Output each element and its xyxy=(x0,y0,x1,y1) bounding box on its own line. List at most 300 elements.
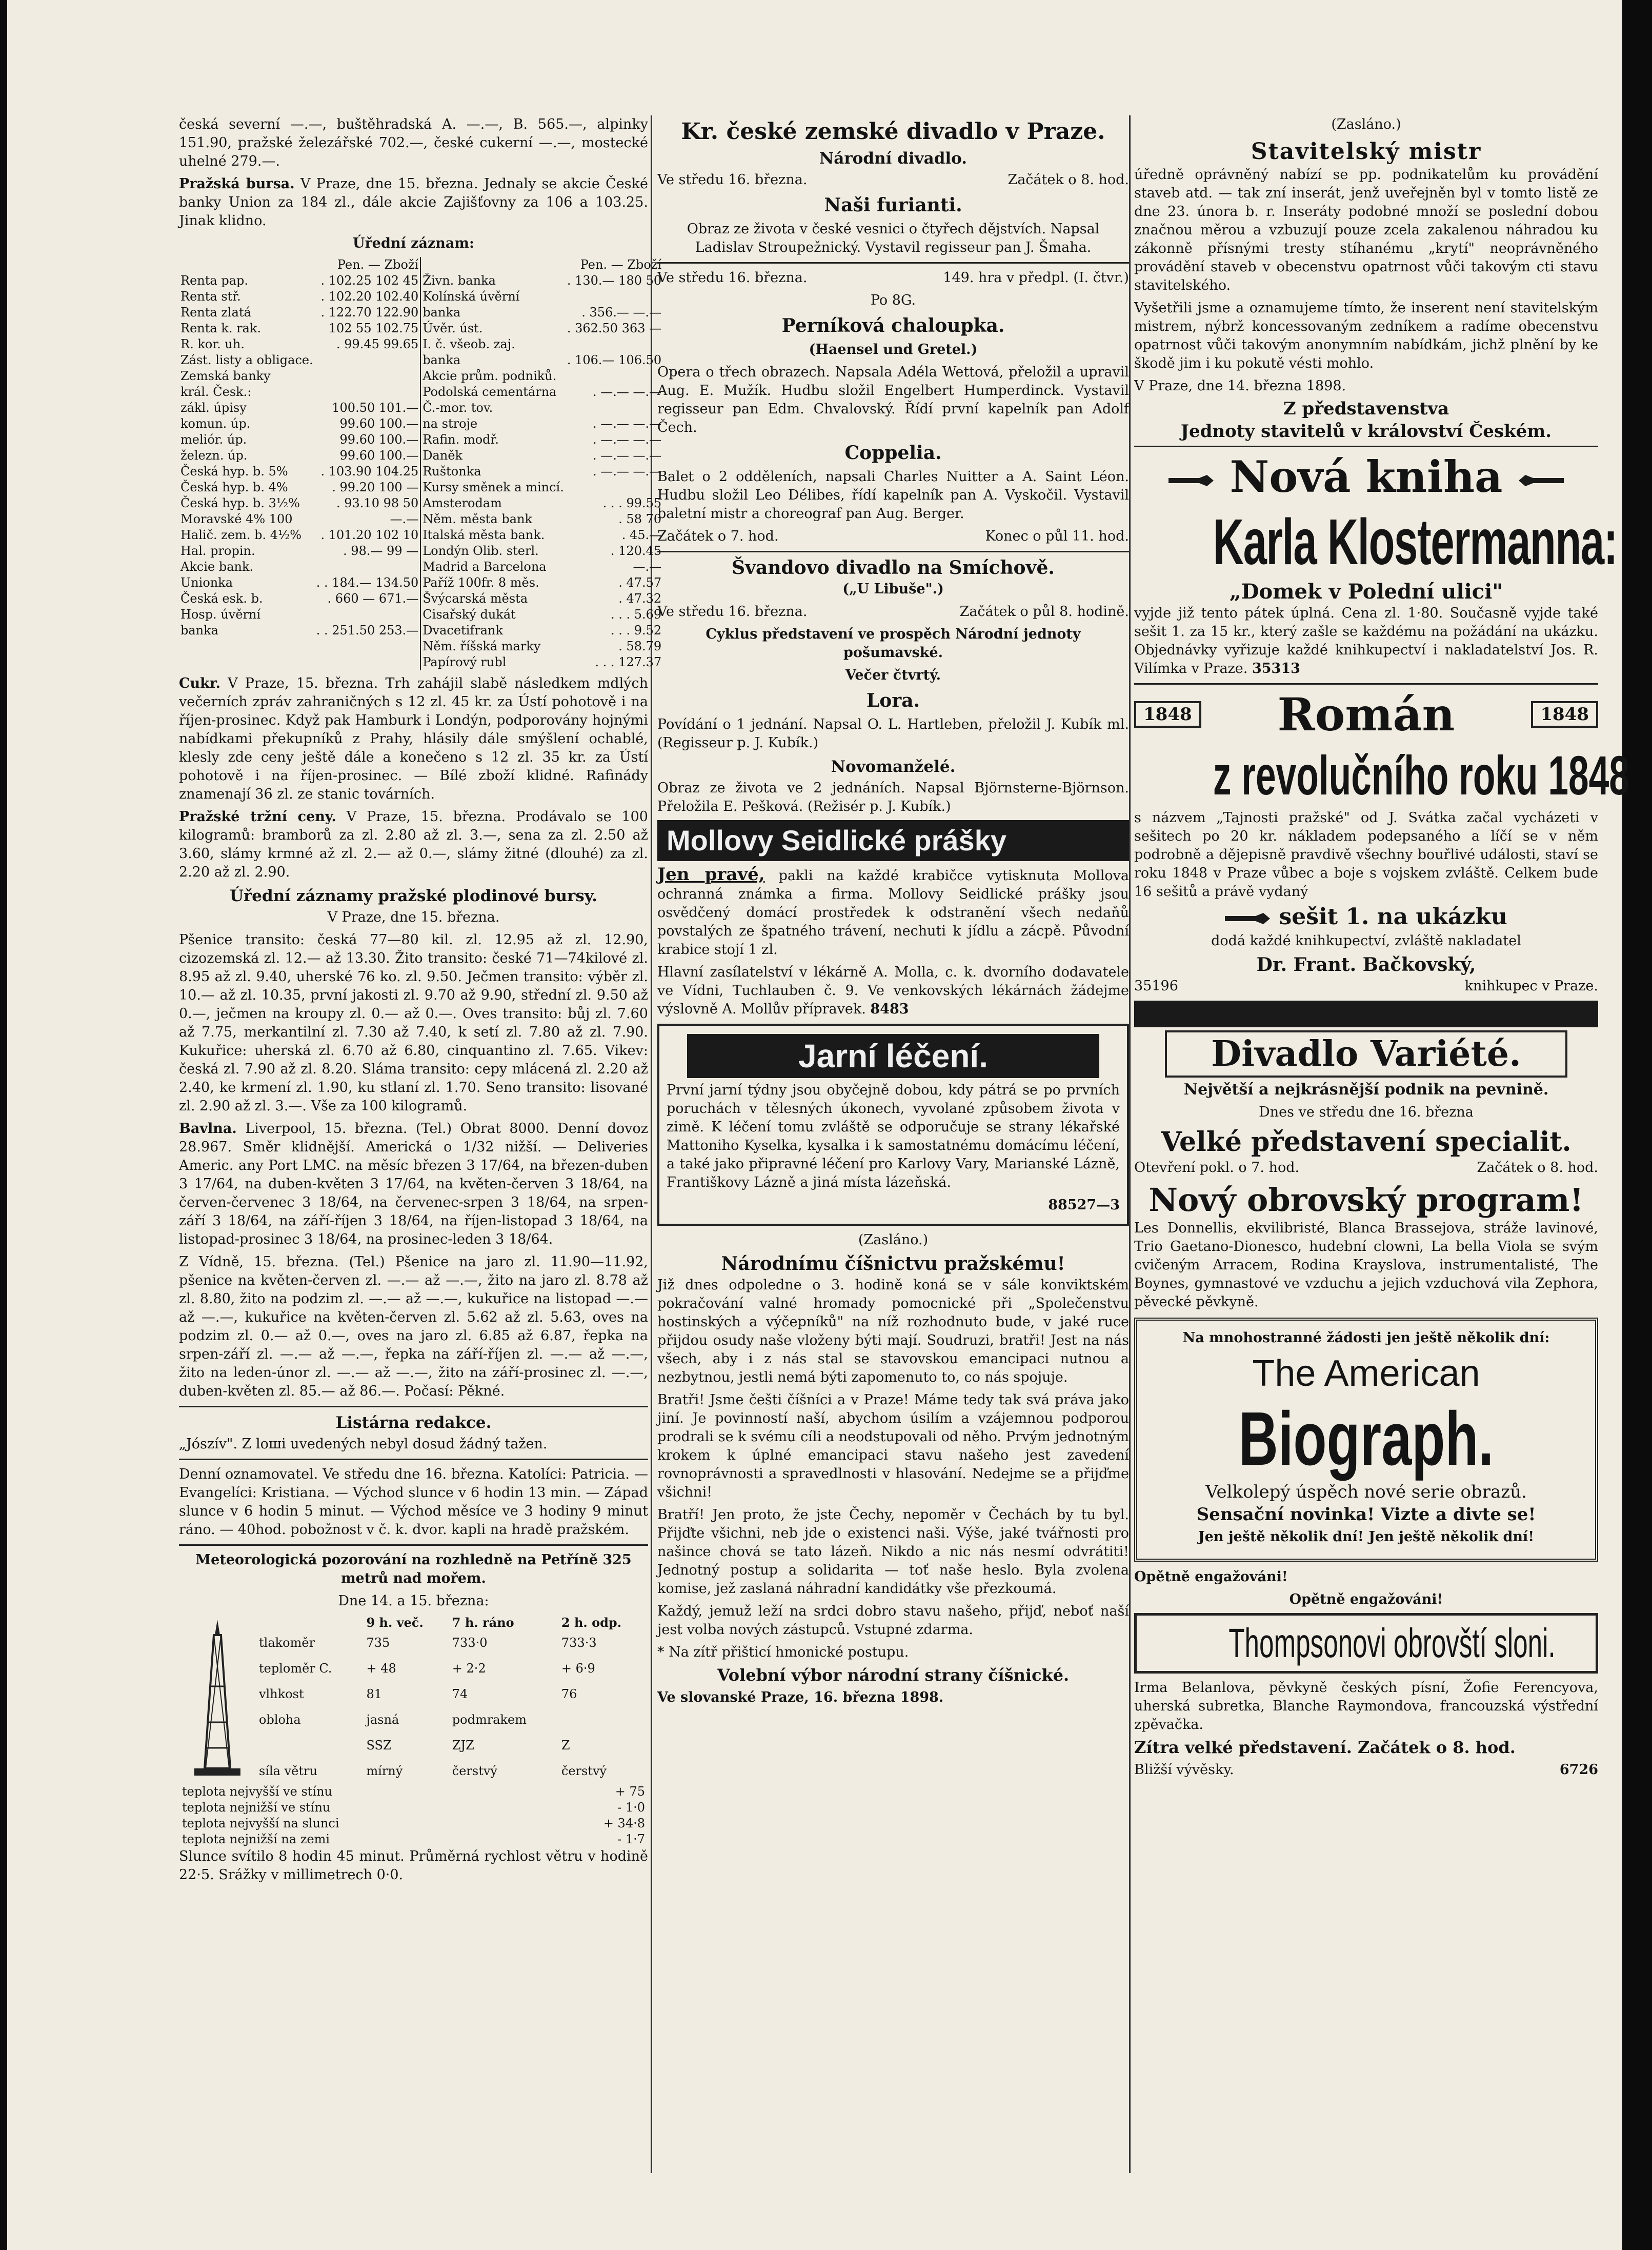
kurs-cell: . 122.70 122.90 xyxy=(320,305,419,320)
kurs-row xyxy=(179,448,663,464)
kurs-cell xyxy=(315,654,421,670)
kurs-cell: Renta pap. xyxy=(180,273,248,288)
kniha-text-paragraph xyxy=(1134,604,1598,678)
kurs-row xyxy=(179,336,663,352)
column-advertisements xyxy=(1134,115,1629,2173)
theatre-national-title: Kr. české zemské divadlo v Praze. xyxy=(681,118,1105,145)
kurs-row xyxy=(179,321,663,336)
denni-oznamovatel: Denní oznamovatel. Ve středu dne 16. března. Katolíci: Patricia. — Evangelíci: Kristiana. — Východ slunce v 6 hodin 13 min. — Západ slunce v 6 hodin 5 minut. — Východ měsíce ve 3 hodiny 9 minut ráno. — 40hod. pobožnost v č. k. dvor. kapli na hradě pražském. xyxy=(179,1466,648,1538)
backovsky: Dr. Frant. Bačkovský, xyxy=(1256,954,1476,975)
kurs-cell: . 102.25 102 45 xyxy=(320,273,419,288)
play1-title: Naši furianti. xyxy=(824,194,962,216)
kurs-cell: . 45.— xyxy=(621,528,662,542)
seidl-num: 8483 xyxy=(870,1001,909,1017)
nova-kniha-text: Nová kniha xyxy=(1230,451,1503,502)
sesit-sub: dodá každé knihkupectví, zvláště nakladatel xyxy=(1211,933,1521,949)
kurs-cell: Č.-mor. tov. xyxy=(420,400,566,416)
kurs-cell: . 101.20 102 10 xyxy=(320,528,419,542)
kurs-cell: . 99.45 99.65 xyxy=(336,337,419,351)
play3-title: Coppelia. xyxy=(844,442,942,464)
kurs-cell: Londýn Olib. sterl. xyxy=(420,543,566,559)
kurs-cell: . 47.57 xyxy=(618,575,662,590)
divider xyxy=(179,1544,648,1546)
meteo-extra-cell: teplota nejvyšší na slunci xyxy=(182,1816,339,1830)
kurs-cell: na stroje xyxy=(420,416,566,432)
play3-times xyxy=(657,527,1129,546)
t2-info xyxy=(657,603,1129,621)
seidl-banner: Mollovy Seidlické prášky xyxy=(657,820,1129,861)
play2-sub: (Haensel und Gretel.) xyxy=(809,342,978,357)
trzni-paragraph xyxy=(179,808,648,882)
kurs-cell: banka xyxy=(420,352,566,368)
zaslano-label: (Zasláno.) xyxy=(858,1232,929,1248)
meteo-extra-table xyxy=(179,1784,648,1847)
vybor-place: Ve slovanské Praze, 16. března 1898. xyxy=(657,1689,944,1705)
meteo-cell xyxy=(256,1733,364,1758)
kniha-num: 35313 xyxy=(1252,661,1300,676)
play3-start: Začátek o 7. hod. xyxy=(657,528,779,544)
play1-time: Začátek o 8. hod. xyxy=(1008,172,1129,188)
kurs-cell: Amsterodam xyxy=(420,495,566,511)
urad-heading: Úřední záznam: xyxy=(353,235,474,251)
kurs-cell: Česká hyp. b. 5% xyxy=(180,464,288,479)
kurs-cell: Švýcarská města xyxy=(420,591,566,607)
kurs-cell: . 58.79 xyxy=(618,639,662,653)
theatre-svanda-title: Švandovo divadlo na Smíchově. xyxy=(732,557,1055,579)
kurs-header-row xyxy=(179,257,663,273)
kurs-cell: . . . 99.55 xyxy=(602,496,662,510)
meteo-extra-cell: + 75 xyxy=(615,1784,645,1799)
kurs-row xyxy=(179,432,663,448)
kurs-cell: Renta k. rak. xyxy=(180,321,261,335)
cukr-text: V Praze, 15. března. Trh zahájil slabě následkem mdlých večerních zpráv zahraničných s 12 zl. 45 kr. za Ústí pohotově i na říjen-prosinec. Když pak Hamburk i Londýn, podporovány hojnými nabídkami překupníků z Prahy, hlásily dále smýšlení ochablé, klesly zde ceny ještě dále a konečeno s 12 zl. 35 kr. za Ústí pohotově i na říjen-prosinec. — Bílé zboží klidné. Rafinády znamenají 36 zl. ze stanic továrních. xyxy=(179,675,648,802)
kurs-cell: Zást. listy a obligace. xyxy=(180,353,313,367)
meteo-heading: Meteorologická pozorování na rozhledně na Petříně 325 metrů nad mořem. xyxy=(195,1552,632,1586)
meteo-cell: podmrakem xyxy=(452,1712,527,1727)
kurs-cell: 99.60 100.— xyxy=(339,416,419,431)
kurs-row xyxy=(179,273,663,289)
kurs-cell: Paříž 100fr. 8 měs. xyxy=(420,575,566,591)
kurs-cell: Cisařský dukát xyxy=(420,607,566,623)
meteo-cell: mírný xyxy=(366,1763,403,1778)
kurs-cell: Něm. říšská marky xyxy=(420,639,566,654)
kurs-cell xyxy=(315,368,421,384)
cukr-paragraph xyxy=(179,674,648,804)
bursa-text: V Praze, dne 15. března. Jednaly se akcie České banky Union za 184 zl., dále akcie Zajišťovny za 106 a 103.25. Jinak klidno. xyxy=(179,176,648,229)
play1-info xyxy=(657,171,1129,189)
meteo-cell xyxy=(558,1707,648,1733)
kurs-cell: banka xyxy=(420,305,566,321)
kurs-cell: Česká hyp. b. 4% xyxy=(180,480,288,494)
kurs-cell xyxy=(179,639,315,654)
meteo-row xyxy=(256,1682,648,1707)
meteo-extra-row xyxy=(179,1784,648,1800)
meteo-row xyxy=(256,1630,648,1656)
seidl-sklad-paragraph xyxy=(657,963,1129,1019)
kurs-cell: . 660 — 671.— xyxy=(327,591,419,606)
meteo-cell: vlhkost xyxy=(259,1687,304,1702)
opetne-line xyxy=(1134,1568,1598,1586)
petrin-tower-illustration xyxy=(179,1615,256,1784)
kniha-text: vyjde již tento pátek úplná. Cena zl. 1·80. Současně vyjde také sešit 1. za 15 kr., který zašle se každému na požádání na ukázku. Objednávky vyřizuje každé knihkupectví i nakladatelství Jos. R. Vilímka v Praze. xyxy=(1134,605,1598,676)
kurs-cell: R. kor. uh. xyxy=(180,337,245,351)
kurs-cell: Zemská banky xyxy=(180,369,271,383)
meteo-cell: 74 xyxy=(452,1687,468,1702)
meteo-row xyxy=(256,1707,648,1733)
seidl-lead: Jen pravé, xyxy=(657,864,765,885)
kurs-row xyxy=(179,527,663,543)
theatre-national-sub: Národní divadlo. xyxy=(819,149,968,168)
kurs-cell: banka xyxy=(180,623,218,638)
meteo-extra-cell: teplota nejnižší ve stínu xyxy=(182,1800,331,1815)
blizsi-line xyxy=(1134,1761,1598,1779)
oteven-line xyxy=(1134,1159,1598,1177)
variete-band xyxy=(1134,1001,1598,1027)
jen-jeste: Jen ještě několik dní! Jen ještě několik dní! xyxy=(1198,1529,1535,1545)
kurs-cell: . —.— —.— xyxy=(593,385,662,399)
bavlna-text: Liverpool, 15. března. (Tel.) Obrat 8000. Denní dovoz 28.967. Směr klidnější. Americká o 1/32 nižší. — Deliveries Americ. any Port LMC. na měsíc březen 3 17/64, na březen-duben 3 17/64, na duben-květen 3 17/64, na květen-červen 3 18/64, na červen-červenec 3 18/64, na červenec-srpen 3 18/64, na srpen-září 3 18/64, na září-říjen 3 18/64, na říjen-listopad 3 18/64, na listopad-prosinec 3 18/64, na prosinec-leden 3 18/64. xyxy=(179,1121,648,1247)
kurs-cell: . 93.10 98 50 xyxy=(336,496,419,510)
roman-text: s názvem „Tajnosti pražské" od J. Svátka začal vycházeti v sešitech po 20 kr. nákladem podepsaného a líčí se v něm podrobně a dějepisně pravdivě všechny bouřlivé události, staví se roku 1848 v Praze vůbec a boje s vojskem zvláště. Celkem bude 16 sešitů a právě vydaný xyxy=(1134,810,1598,900)
meteo-cell: čerstvý xyxy=(452,1763,497,1778)
kurs-row xyxy=(179,511,663,527)
meteo-cell: + 6·9 xyxy=(561,1661,595,1676)
kurs-cell xyxy=(566,480,663,495)
kurs-cell: . 58 70 xyxy=(618,512,662,526)
kurs-cell xyxy=(566,400,663,416)
meteo-row xyxy=(256,1656,648,1682)
meteo-block xyxy=(179,1615,648,1784)
listarna-text: „Jószív". Z loші uvedených nebyl dosud žádný tažen. xyxy=(179,1436,548,1452)
divider xyxy=(179,1406,648,1407)
kurs-cell: Italská města bank. xyxy=(420,527,566,543)
kurs-cell: . . 251.50 253.— xyxy=(316,623,419,638)
kurs-row xyxy=(179,543,663,559)
kurs-cell: . 106.— 106.50 xyxy=(567,353,662,367)
t2-novo-desc: Obraz ze života ve 2 jednáních. Napsal Björnsterne-Björnson. Přeložila E. Pešková. (Režisér p. J. Kubík.) xyxy=(657,780,1129,814)
kurs-table xyxy=(179,257,663,670)
nova-kniha-heading xyxy=(1134,452,1598,502)
kurs-cell: I. č. všeob. zaj. xyxy=(420,336,566,352)
kurs-row xyxy=(179,480,663,495)
kurs-cell xyxy=(566,289,663,305)
roman-header xyxy=(1134,690,1598,739)
kurs-cell: . 47.32 xyxy=(618,591,662,606)
column-theatre xyxy=(657,115,1129,2173)
cisnici-heading: Národnímu číšnictvu pražskému! xyxy=(721,1253,1065,1275)
play2-date: Ve středu 16. března. xyxy=(657,270,808,286)
kurs-cell: 102 55 102.75 xyxy=(328,321,419,335)
stavitel-text: úředně oprávněný nabízí se pp. podnikatelům ku provádění staveb atd. — tak zní inserát, jenž uveřejněn byl v tomto listě ze dne 23. února b. r. Inseráty podobné množí se poslední dobou značnou měrou a vzbuzují pouze zcela zakalenou náhradou ku zákonně přísnými tresty stíhanému „krytí" neoprávněného provádění staveb v obecenstvu opatrnost vůči takovým cti stavu stavitelského. xyxy=(1134,167,1598,293)
kurs-cell: Ruštonka xyxy=(420,464,566,480)
kurs-cell: Dvacetifrank xyxy=(420,623,566,639)
zaslano-label-2: (Zasláno.) xyxy=(1331,116,1401,132)
year-box-left: 1848 xyxy=(1134,701,1201,728)
t2-time: Začátek o půl 8. hodině. xyxy=(959,604,1129,620)
kurs-cell: . 103.90 104.25 xyxy=(320,464,419,479)
bavlna-heading: Bavlna. xyxy=(179,1121,237,1137)
play1-desc: Obraz ze života v české vesnici o čtyřech dějstvích. Napsal Ladislav Stroupežnický. Vystavil regisseur pan J. Šmaha. xyxy=(687,221,1100,255)
t2-lora: Lora. xyxy=(866,690,920,711)
kurs-row xyxy=(179,352,663,368)
meteo-cell: 76 xyxy=(561,1687,577,1702)
thompson-title: Thompsonovi obrovští sloni. xyxy=(1228,1620,1556,1666)
kurs-cell: . 102.20 102.40 xyxy=(320,289,419,304)
meteo-cell: obloha xyxy=(259,1712,301,1727)
divider xyxy=(657,262,1129,264)
divider xyxy=(1134,683,1598,685)
kurs-cell: Kolínská úvěrní xyxy=(420,289,566,305)
play2-title: Perníková chaloupka. xyxy=(781,315,1005,336)
stavitel-title: Stavitelský mistr xyxy=(1251,138,1482,165)
kurs-cell: . 99.20 100 — xyxy=(332,480,419,494)
kurs-cell xyxy=(566,336,663,352)
meteo-header-row xyxy=(256,1615,648,1630)
kurs-cell: 100.50 101.— xyxy=(332,401,419,415)
kurs-cell: zákl. úpisy xyxy=(180,401,247,415)
kurs-cell: Madrid a Barcelona xyxy=(420,559,566,575)
meteo-cell: Z xyxy=(561,1738,570,1753)
play3-desc: Balet o 2 odděleních, napsali Charles Nuitter a A. Saint Léon. Hudbu složil Leo Délibes, řídí kapelník pan A. Vyskočil. Vystavil baletní mistr a choreograf pan Aug. Berger. xyxy=(657,469,1129,522)
irma-text: Irma Belanlova, pěvkyně českých písní, Žofie Ferencyova, uherská subretka, Blanche Raymondova, francouzská výstřední zpěvačka. xyxy=(1134,1680,1598,1733)
meteo-row xyxy=(256,1758,648,1784)
backovsky-place: knihkupec v Praze. xyxy=(1464,978,1598,994)
meteo-cell: ZJZ xyxy=(452,1738,474,1753)
sensacni: Sensační novinka! Vizte a divte se! xyxy=(1196,1504,1536,1525)
kurs-cell: . 130.— 180 50 xyxy=(567,273,662,288)
vybor-sign: Volební výbor národní strany číšnické. xyxy=(717,1665,1070,1685)
kurs-cell xyxy=(315,607,421,623)
t2-lora-desc: Povídání o 1 jednání. Napsal O. L. Hartleben, přeložil J. Kubík ml. (Regisseur p. J. Kubík.) xyxy=(657,716,1129,751)
kurs-cell: . —.— —.— xyxy=(593,416,662,431)
play2-desc: Opera o třech obrazech. Napsala Adéla Wettová, přeložil a upravil Aug. E. Mužík. Hudbu složil Engelbert Humperdinck. Vystavil regisseur pan Edm. Chvalovský. Řídí první kapelník pan Adolf Čech. xyxy=(657,364,1129,435)
kurs-cell: . . . 5.69 xyxy=(610,607,662,622)
stavitel-sign2: Jednoty stavitelů v království Českém. xyxy=(1180,421,1552,442)
pointing-hand-icon xyxy=(1518,473,1564,488)
play3-end: Konec o půl 11. hod. xyxy=(985,528,1129,544)
cisnici-text3: Bratří! Jen proto, že jste Čechy, nepoměr v Čechách by tu byl. Přijďte všichni, neb jde o existenci naši. Výše, jaké tvářnosti pro našince chová se tato lázeň. Nikdo a nic nás nesmí odvrátiti! Jednotný postup a solidarita — toť naše heslo. Byla zvolena komise, jež zaslaná náhradní kandidátky vše přezkoumá. xyxy=(657,1507,1129,1597)
thompson-box xyxy=(1134,1613,1598,1674)
meteo-cell: 733·3 xyxy=(561,1636,597,1650)
bursa-paragraph xyxy=(179,175,648,230)
kurs-cell: Česká hyp. b. 3½% xyxy=(180,496,300,510)
kurs-cell: král. Česk.: xyxy=(180,385,252,399)
t2-date: Ve středu 16. března. xyxy=(657,604,808,620)
program-text: Les Donnellis, ekvilibristé, Blanca Brassejova, stráže lavinové, Trio Gaetano-Dionesco, hudební clowni, La bella Viola se svým cvičeným Arracem, Rodina Krayslova, instrumentalisté, The Boynes, gymnastové ve vzduchu a jejich vzduchová vila Zephora, pěvecké pěvkyně. xyxy=(1134,1220,1598,1310)
kurs-cell: 99.60 100.— xyxy=(339,432,419,447)
meteo-cell: čerstvý xyxy=(561,1763,607,1778)
kurs-cell: Daněk xyxy=(420,448,566,464)
play2-po: Po 8G. xyxy=(870,292,916,308)
cisnici-note: * Na zítř přišticí hmonické postupu. xyxy=(657,1644,909,1660)
kurs-cell: . . . 127.37 xyxy=(595,655,662,669)
kurs-row xyxy=(179,416,663,432)
t2-cyklus: Cyklus představení ve prospěch Národní jednoty pošumavské. xyxy=(706,626,1081,661)
theatre-svanda-sub: („U Libuše".) xyxy=(842,581,944,597)
kurs-cell: . 362.50 363 — xyxy=(567,321,662,335)
meteo-cell: tlakoměr xyxy=(259,1636,315,1650)
jarni-title: Jarní léčení. xyxy=(687,1034,1099,1078)
meteo-extra-cell: - 1·0 xyxy=(617,1800,645,1815)
meteo-tail: Slunce svítilo 8 hodin 45 minut. Průměrná rychlost větru v hodině 22·5. Srážky v millimetrech 0·0. xyxy=(179,1848,648,1883)
cisnici-text4: Každý, jemuž leží na srdci dobro stavu našeho, přijď, neboť naší jest volba nových zástupců. Vstupné zdarma. xyxy=(657,1603,1129,1638)
seidl-text-paragraph xyxy=(657,865,1129,959)
kurs-cell: Kursy směnek a mincí. xyxy=(420,480,566,495)
bavlna-paragraph xyxy=(179,1120,648,1249)
meteo-extra-row xyxy=(179,1816,648,1831)
pointing-hand-icon xyxy=(1169,473,1215,488)
meteo-extra-row xyxy=(179,1831,648,1847)
plodiny-heading: Úřední záznamy pražské plodinové bursy. xyxy=(229,887,598,905)
plodiny-text: Pšenice transito: česká 77—80 kil. zl. 12.95 až zl. 12.90, cizozemská zl. 12.— až 13.30. Žito transito: české 71—74kilové zl. 8.95 až zl. 9.40, uherské 76 ko. zl. 9.50. Ječmen transito: výběr zl. 10.— až zl. 10.35, první jakosti zl. 9.70 až 9.90, střední zl. 9.50 až 0.—, ječmen na kroupy zl. 0.— až 0.—. Oves transito: bůj zl. 7.60 až 7.75, merkantilní zl. 7.30 až 7.40, k setí zl. 7.80 až zl. 7.90. Kukuřice: uherská zl. 6.70 až 6.80, cinquantino zl. 7.65. Vikev: česká zl. 7.90 až zl. 8.20. Sláma transito: cepy mlácená zl. 2.20 až 2.40, ke krmení zl. 1.90, ku stlaní zl. 1.70. Seno transito: lisované zl. 2.90 až zl. 3.—. Vše za 100 kilogramů. xyxy=(179,932,648,1114)
meteo-extra-cell: + 34·8 xyxy=(603,1816,645,1830)
kurs-cell: Unionka xyxy=(180,575,233,590)
sesit-text: sešit 1. na ukázku xyxy=(1279,904,1507,930)
kurs-cell: . —.— —.— xyxy=(593,448,662,463)
listarna-heading: Listárna redakce. xyxy=(335,1413,492,1432)
kurs-cell: Akcie bank. xyxy=(180,560,254,574)
meteo-cell: SSZ xyxy=(366,1738,392,1753)
meteo-col-header: 7 h. ráno xyxy=(452,1615,514,1630)
kurs-row xyxy=(179,591,663,607)
meteo-cell: jasná xyxy=(366,1712,399,1727)
meteo-extra-row xyxy=(179,1800,648,1816)
stavitel-text2: Vyšetřili jsme a oznamujeme tímto, že inserent není stavitelským mistrem, nýbrž koncessovaným zedníkem a radíme obecenstvu opatrnost vůči takovým anonymním nabídkám, jichž plnění by ke škodě jim i ku pokutě vésti mohlo. xyxy=(1134,300,1598,371)
meteo-cell: + 2·2 xyxy=(452,1661,486,1676)
roman-title: Román xyxy=(1277,688,1455,741)
kurs-row xyxy=(179,368,663,384)
kurs-cell: Moravské 4% 100 xyxy=(180,512,293,526)
kurs-row xyxy=(179,289,663,305)
meteo-cell: + 48 xyxy=(366,1661,396,1676)
seidl-text: pakli na každé krabičce vytisknuta Mollova ochranná známka a firma. Mollovy Seidlické prášky jsou osvědčený domácí prostředek k odstranění všech nedaňů povstalých ze špatného trávení, nechuti k jídlu a zácpě. Původní krabice stojí 1 zl. xyxy=(657,868,1130,958)
american-intro: Na mnohostranné žádosti jen ještě několik dní: xyxy=(1182,1330,1550,1346)
play1-date: Ve středu 16. března. xyxy=(657,172,808,188)
vidne-paragraph: Z Vídně, 15. března. (Tel.) Pšenice na jaro zl. 11.90—11.92, pšenice na květen-červen zl. —.— až —.—, žito na jaro zl. 8.78 až zl. 8.80, žito na podzim zl. —.— až —.—, kukuřice na listopad —.— až —.—, kukuřice na květen-červen zl. 5.62 až zl. 5.63, oves na podzim zl. 0.— až 0.—, oves na jaro zl. 6.85 až 6.87, řepka na srpen-září zl. —.— až —.—, řepka na září-říjen zl. —.— až —.—, žito na leden-únor zl. —.— až —.—, žito na září-prosinec zl. —.—, duben-květen zl. 85.— až 86.—. Počasí: Pěkné. xyxy=(179,1254,648,1399)
divider xyxy=(657,551,1129,552)
kurs-row xyxy=(179,464,663,480)
kurs-cell: Úvěr. úst. xyxy=(420,321,566,336)
play2-meta: 149. hra v předpl. (I. čtvr.) xyxy=(943,270,1129,286)
meteo-row xyxy=(256,1733,648,1758)
velke-predstaveni: Velké představení specialit. xyxy=(1161,1126,1572,1158)
kurs-cell: Renta stř. xyxy=(180,289,241,304)
zitra: Zítra velké představení. Začátek o 8. hod. xyxy=(1134,1738,1516,1757)
kurs-cell: Něm. města bank xyxy=(420,511,566,527)
meteo-extra-cell: teplota nejvyšší ve stínu xyxy=(182,1784,333,1799)
opetne2: Opětně engažováni! xyxy=(1289,1591,1443,1607)
backovsky-line xyxy=(1134,977,1598,995)
petrin-tower-icon xyxy=(179,1615,256,1784)
american-title: The American xyxy=(1252,1353,1480,1394)
kurs-cell: železn. úp. xyxy=(180,448,248,463)
kurs-cell xyxy=(315,384,421,400)
kurs-header-spacer xyxy=(179,257,315,273)
blizsi-num: 6726 xyxy=(1559,1762,1598,1778)
jarni-ad xyxy=(657,1024,1129,1226)
variete-date: Dnes ve středu dne 16. března xyxy=(1259,1104,1474,1120)
kurs-cell: . . 184.— 134.50 xyxy=(316,575,419,590)
biograph-title: Biograph. xyxy=(1238,1397,1494,1481)
american-biograph-box xyxy=(1134,1318,1598,1562)
pointing-hand-icon xyxy=(1225,911,1271,926)
plodiny-date: V Praze, dne 15. března. xyxy=(327,909,500,925)
kurs-row xyxy=(179,384,663,400)
kurs-row xyxy=(179,623,663,639)
kurs-cell: . —.— —.— xyxy=(593,432,662,447)
meteo-extra-cell: teplota nejnižší na zemi xyxy=(182,1832,330,1846)
newspaper-page xyxy=(7,0,1629,2250)
kurs-cell: Rafin. modř. xyxy=(420,432,566,448)
jarni-num: 88527—3 xyxy=(1048,1197,1120,1213)
variete-title: Divadlo Variété. xyxy=(1165,1030,1567,1078)
trzni-heading: Pražské tržní ceny. xyxy=(179,809,336,825)
cukr-heading: Cukr. xyxy=(179,675,220,691)
kurs-cell: Hosp. úvěrní xyxy=(180,607,261,622)
kurs-header-cell: Pen. — Zboží xyxy=(337,257,419,272)
bursa-heading: Pražská bursa. xyxy=(179,176,295,192)
kurs-cell: —.— xyxy=(633,560,662,574)
backovsky-num: 35196 xyxy=(1134,978,1178,994)
stavitel-date: V Praze, dne 14. března 1898. xyxy=(1134,378,1346,394)
t2-novo: Novomanželé. xyxy=(831,758,956,776)
meteo-cell: 81 xyxy=(366,1687,382,1702)
oteven: Otevření pokl. o 7. hod. xyxy=(1134,1160,1300,1176)
stavitel-sign1: Z představenstva xyxy=(1283,399,1449,419)
kurs-cell xyxy=(566,368,663,384)
kurs-header-cell: Pen. — Zboží xyxy=(580,257,662,272)
kurs-cell xyxy=(315,559,421,575)
kurs-cell: Živn. banka xyxy=(420,273,566,289)
meteo-cell: 735 xyxy=(366,1636,390,1650)
column-market-reports xyxy=(179,115,662,2173)
year-box-right: 1848 xyxy=(1531,701,1598,728)
opetne1: Opětně engažováni! xyxy=(1134,1569,1288,1585)
kurs-cell: . 98.— 99 — xyxy=(343,544,419,558)
meteo-cell: teploměr C. xyxy=(259,1661,332,1676)
kurs-cell: Papírový rubl xyxy=(420,654,566,670)
divider xyxy=(1134,446,1598,447)
meteo-table xyxy=(256,1615,648,1784)
kurs-row xyxy=(179,559,663,575)
seidl-sklad: Hlavní zasílatelství v lékárně A. Molla, c. k. dvorního dodavatele ve Vídni, Tuchlauben č. 9. Ve venkovských lékárnách žádejme výslovně A. Mollův přípravek. xyxy=(657,964,1129,1017)
meteo-col-header: 9 h. več. xyxy=(366,1615,424,1630)
meteo-col-header: 2 h. odp. xyxy=(561,1615,622,1630)
play2-info xyxy=(657,269,1129,287)
cisnici-text: Již dnes odpoledne o 3. hodině koná se v sále konviktském pokračování valné hromady pomocnické při „Společenstvu hostinských a výčepníků" na níž rozhodnuto bude, v jaké ruce přijdou osudy naše vloženy býti mají. Soudruzi, bratři! Jest na nás všech, aby i z nás stal se stavovskou emancipaci nutnou a nezbytnou, jestli nemá býti zapomenuto to, co nás spojuje. xyxy=(657,1277,1129,1385)
trzni-text: V Praze, 15. března. Prodávalo se 100 kilogramů: bramborů za zl. 2.80 až zl. 3.—, sena za zl. 2.50 až 3.60, slámy krmné až zl. 2.— až 0.—, slámy žitné (dlouhé) za zl. 2.20 až zl. 2.90. xyxy=(179,809,648,880)
velkolepy: Velkolepý úspěch nové serie obrazů. xyxy=(1205,1482,1527,1502)
kurs-cell: Halič. zem. b. 4½% xyxy=(180,528,302,542)
kurs-row xyxy=(179,654,663,670)
meteo-cell: 733·0 xyxy=(452,1636,488,1650)
kurs-cell: Hal. propin. xyxy=(180,544,255,558)
kurs-header-spacer xyxy=(420,257,566,273)
novy-program: Nový obrovský program! xyxy=(1149,1181,1584,1219)
kurs-cell: Česká esk. b. xyxy=(180,591,263,606)
kurs-row xyxy=(179,607,663,623)
column-rule-2 xyxy=(1129,115,1131,2173)
karla-klostermanna: Karla Klostermanna: xyxy=(1213,506,1618,578)
kurs-cell: komun. úp. xyxy=(180,416,251,431)
meteo-dates: Dne 14. a 15. března: xyxy=(338,1593,489,1609)
sesit-heading xyxy=(1134,905,1598,929)
kurs-cell xyxy=(179,654,315,670)
cisnici-text2: Bratři! Jsme češti číšníci a v Praze! Máme tedy tak svá práva jako jiní. Je povinností naší, abychom úsilím a vzájemnou podporou prodrali se k svému cíli a neodstupovali od něho. Prvým jednotným krokem k úplné emancipaci stavu našeho jest zavedení rovnoprávnosti a spravedlnosti v hlasování. Nedejme se a přijďme všichni! xyxy=(657,1392,1129,1500)
kurs-cell: . . . 9.52 xyxy=(610,623,662,638)
opening-paragraph: česká severní —.—, buštěhradská A. —.—, B. 565.—, alpinky 151.90, pražské železářské 702.—, české cukerní —.—, mostecké uhelné 279.—. xyxy=(179,116,648,169)
blizsi: Bližší vývěsky. xyxy=(1134,1762,1234,1778)
